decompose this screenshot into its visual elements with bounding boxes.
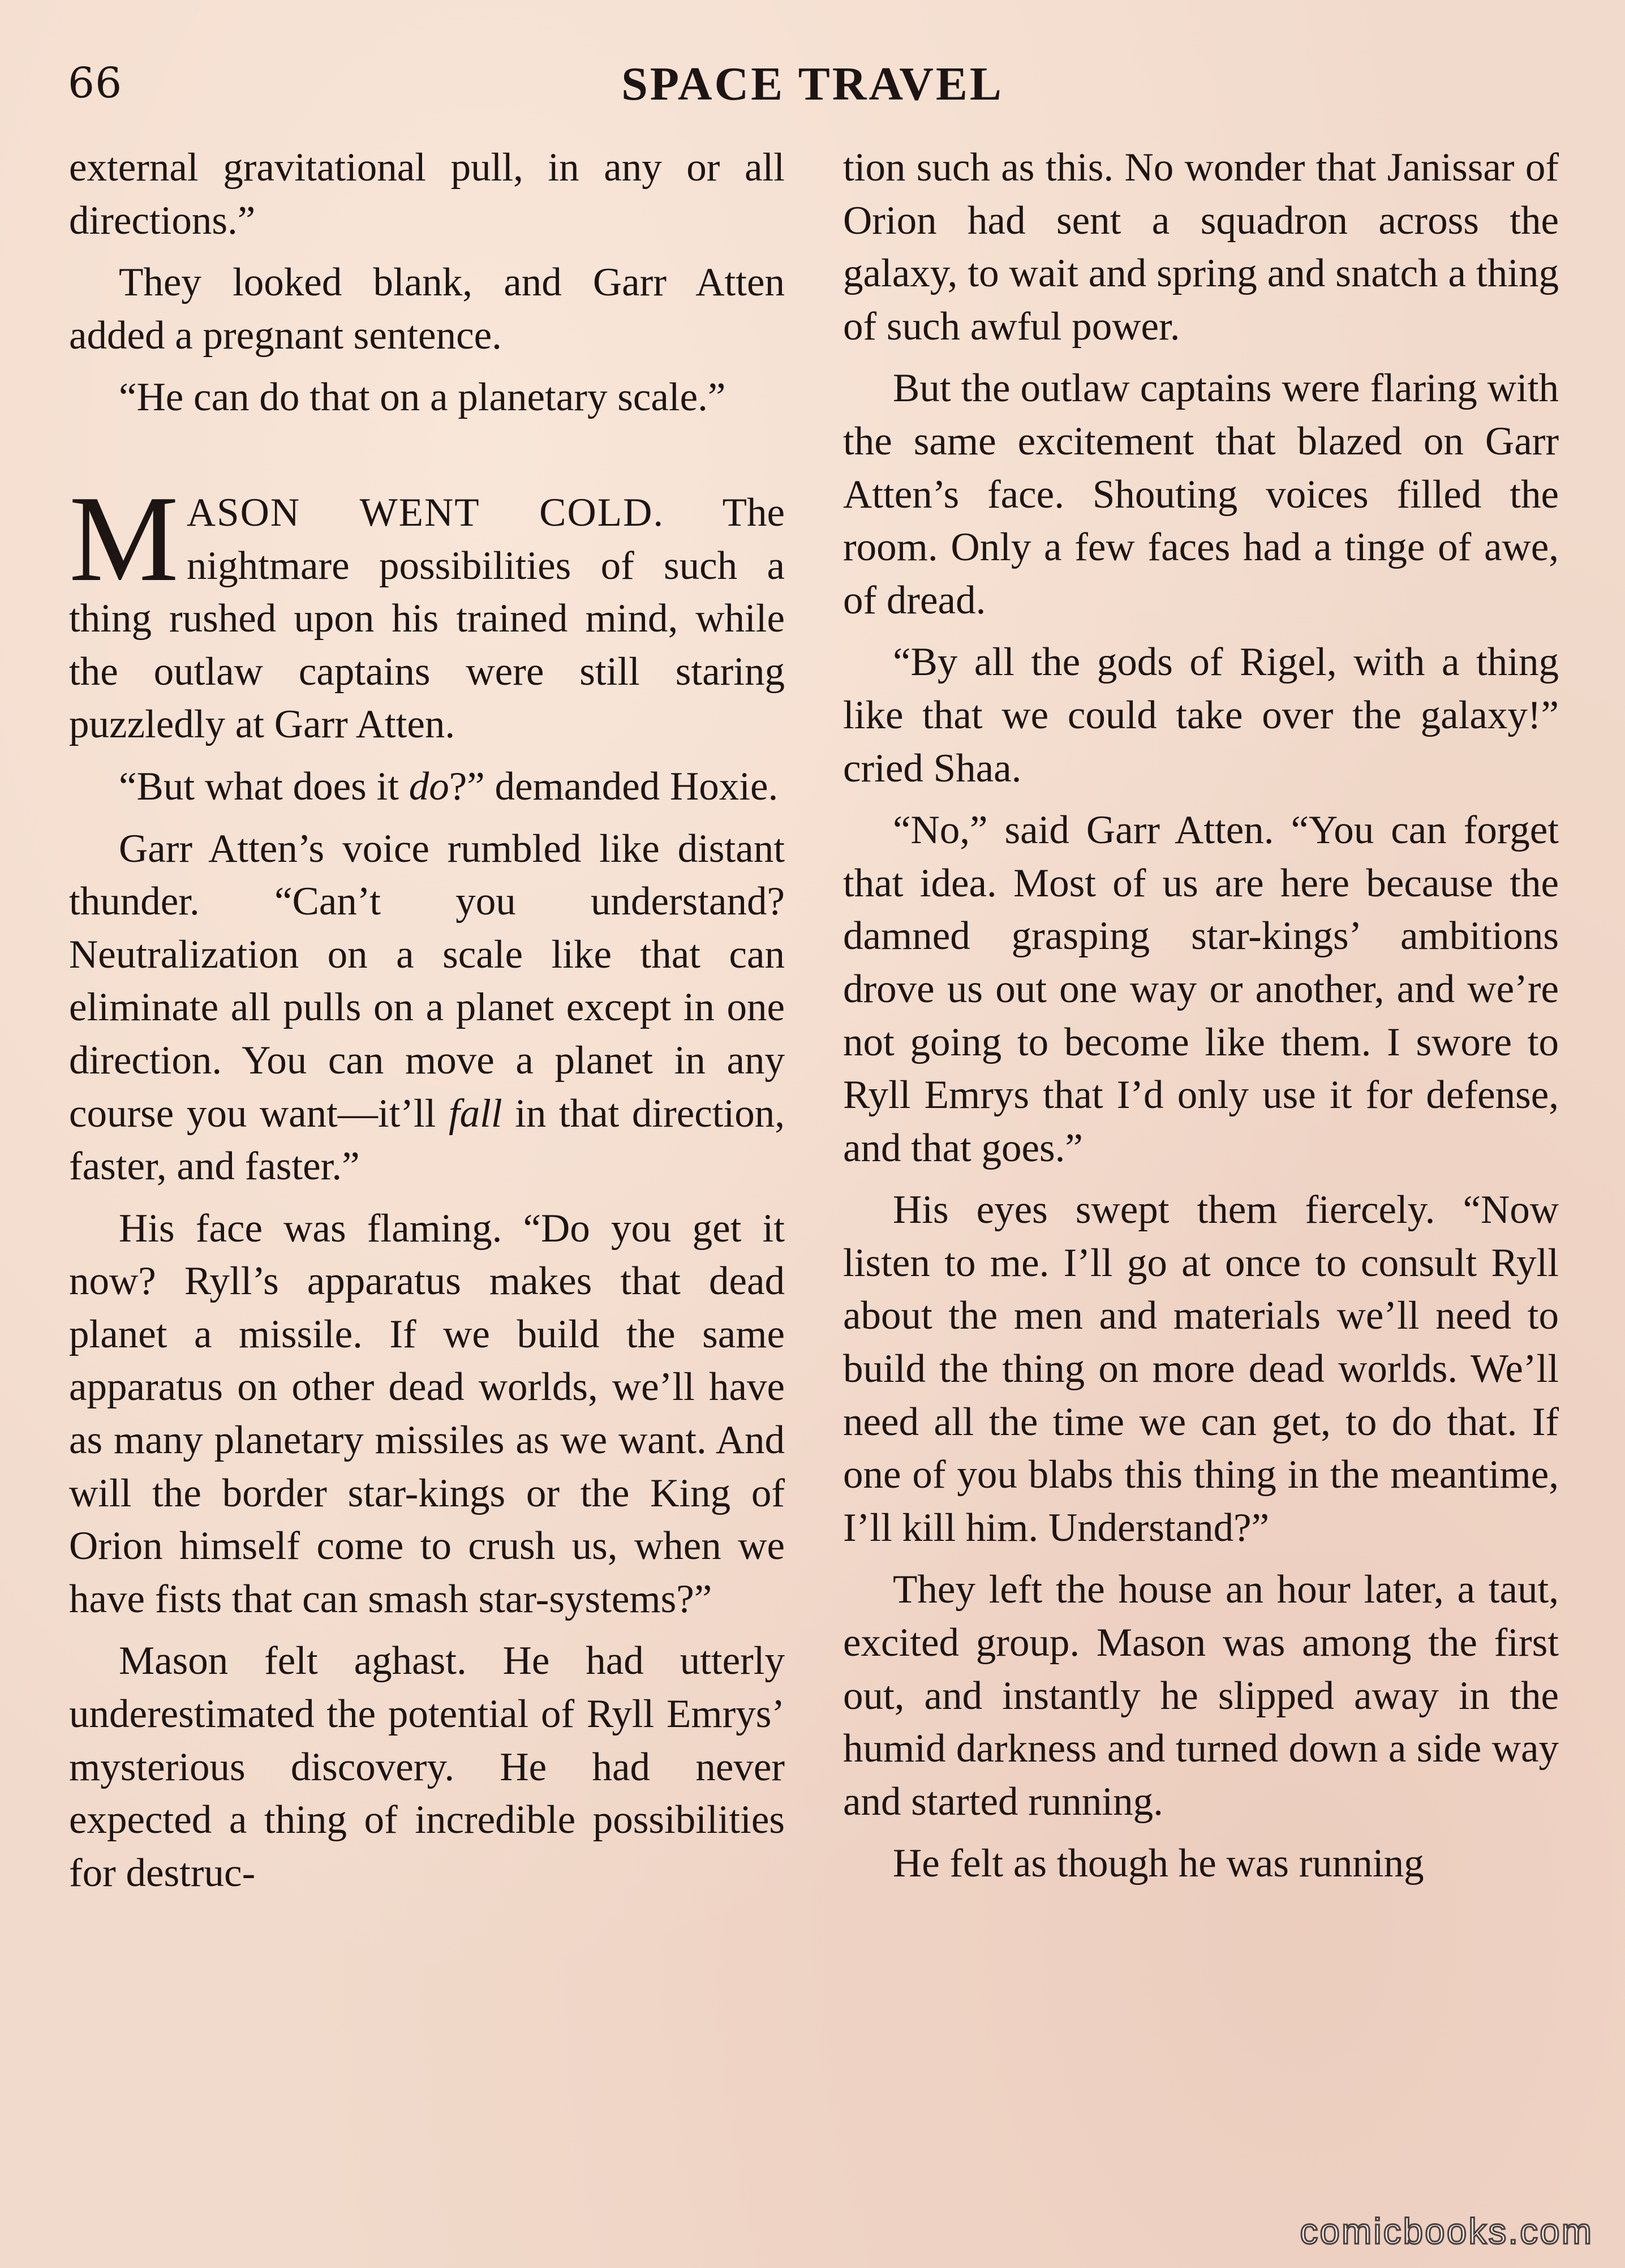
paragraph: tion such as this. No wonder that Janissar of Orion had sent a squadron across the galaxy, to wait and spring and snatch a thing of such awful power. bbox=[843, 145, 1559, 349]
paragraph: They left the house an hour later, a taut, excited group. Mason was among the first out, and instantly he slipped away in the humid darkness and turned down a side way and started running. bbox=[843, 1567, 1559, 1824]
paragraph: They looked blank, and Garr Atten added a pregnant sentence. bbox=[69, 260, 785, 358]
left-column bbox=[69, 141, 785, 1909]
section-opening-paragraph bbox=[69, 470, 785, 751]
emphasis: fall bbox=[448, 1091, 502, 1136]
paragraph: He felt as though he was running bbox=[893, 1841, 1424, 1886]
paragraph: external gravitational pull, in any or all directions.” bbox=[69, 145, 785, 243]
running-head: SPACE TRAVEL bbox=[621, 58, 1004, 110]
paragraph-text: Garr Atten’s voice rumbled like distant thunder. “Can’t you understand? Neutralization on a scale like that can eliminate all pulls on a planet except in one direction. You can move a planet in any course you want—it’ll bbox=[69, 826, 785, 1136]
drop-cap: M bbox=[69, 470, 179, 607]
paragraph bbox=[69, 761, 785, 814]
watermark: comicbooks.com bbox=[1300, 2211, 1593, 2252]
paragraph-text: “But what does it bbox=[119, 764, 409, 809]
paragraph: His face was flaming. “Do you get it now? Ryll’s apparatus makes that dead planet a missile. If we build the same apparatus on other dead worlds, we’ll have as many planetary missiles as we want. And will the border star-kings or the King of Orion himself come to crush us, when we have fists that can smash star-systems?” bbox=[69, 1206, 785, 1621]
section-lead-in: ASON WENT COLD. bbox=[186, 490, 665, 535]
right-column bbox=[843, 141, 1559, 1900]
paragraph: Mason felt aghast. He had utterly underestimated the potential of Ryll Emrys’ mysterious discovery. He had never expected a thing of incredible possibilities for destruc- bbox=[69, 1639, 785, 1895]
page-header bbox=[68, 57, 1557, 119]
paragraph-text: The nightmare possibilities of such a thing rushed upon his trained mind, while the outlaw captains were still staring puzzledly at Garr Atten. bbox=[69, 490, 785, 747]
paragraph: His eyes swept them fiercely. “Now listen to me. I’ll go at once to consult Ryll about the men and materials we’ll need to build the thing on more dead worlds. We’ll need all the time we can get, to do that. If one of you blabs this thing in the meantime, I’ll kill him. Understand?” bbox=[843, 1188, 1559, 1550]
paragraph-text: ?” demanded Hoxie. bbox=[449, 764, 779, 809]
paragraph-text: in that direction, faster, and faster.” bbox=[69, 1091, 785, 1189]
paragraph: But the outlaw captains were flaring with the same excitement that blazed on Garr Atten’s face. Shouting voices filled the room. Only a few faces had a tinge of awe, of dread. bbox=[843, 366, 1559, 622]
emphasis: do bbox=[409, 764, 449, 809]
paragraph bbox=[69, 823, 785, 1193]
paragraph: “He can do that on a planetary scale.” bbox=[119, 375, 726, 420]
page-number: 66 bbox=[68, 59, 123, 108]
paragraph: “By all the gods of Rigel, with a thing like that we could take over the galaxy!” cried Shaa. bbox=[843, 640, 1559, 791]
paragraph: “No,” said Garr Atten. “You can forget that idea. Most of us are here because the damned grasping star-kings’ ambitions drove us out one way or another, and we’re not going to become like them. I swore to Ryll Emrys that I’d only use it for defense, and that goes.” bbox=[843, 808, 1559, 1170]
